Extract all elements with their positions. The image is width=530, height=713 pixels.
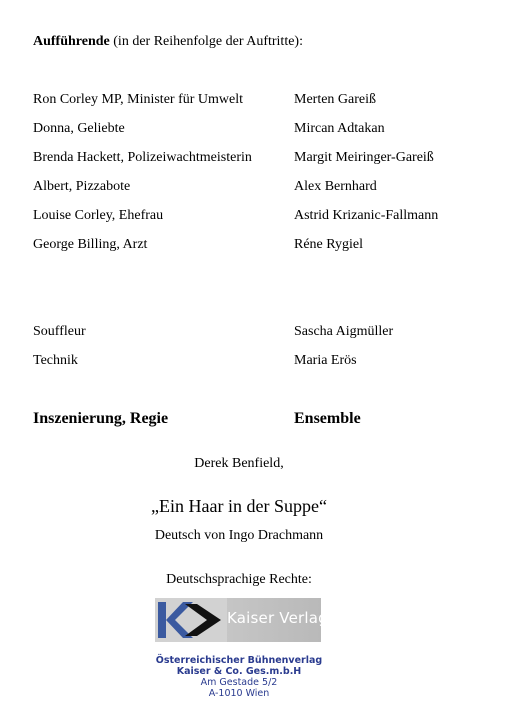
cast-actor: Mircan Adtakan: [294, 121, 385, 136]
cast-actor: Merten Gareiß: [294, 92, 377, 107]
cast-role: Albert, Pizzabote: [33, 179, 131, 194]
publisher-name: Österreichischer Bühnenverlag: [155, 655, 323, 666]
direction-label: Inszenierung, Regie: [33, 410, 169, 427]
cast-actor: Astrid Krizanic-Fallmann: [294, 208, 439, 223]
translation-credit: Deutsch von Ingo Drachmann: [154, 528, 324, 543]
cast-role: George Billing, Arzt: [33, 237, 148, 252]
crew-name: Maria Erös: [294, 353, 357, 368]
kaiser-verlag-logo: [155, 598, 328, 642]
cast-actor: Réne Rygiel: [294, 237, 364, 252]
cast-heading: [33, 34, 303, 50]
rights-label: Deutschsprachige Rechte:: [166, 572, 312, 587]
publisher-city: A-1010 Wien: [208, 688, 270, 699]
publisher-company: Kaiser & Co. Ges.m.b.H: [176, 666, 302, 677]
cast-actor: Margit Meiringer-Gareiß: [294, 150, 434, 165]
cast-heading-bold: Aufführende: [33, 34, 110, 49]
cast-role: Ron Corley MP, Minister für Umwelt: [33, 92, 243, 107]
kaiser-logo-mark-icon: [155, 598, 227, 642]
publisher-street: Am Gestade 5/2: [200, 677, 278, 688]
cast-heading-rest: (in der Reihenfolge der Auftritte):: [109, 34, 303, 49]
crew-role: Technik: [33, 353, 78, 368]
crew-role: Souffleur: [33, 324, 86, 339]
cast-actor: Alex Bernhard: [294, 179, 377, 194]
logo-text: Kaiser Verlag: [227, 609, 328, 627]
author: Derek Benfield,: [194, 456, 284, 471]
play-title: „Ein Haar in der Suppe“: [151, 496, 327, 516]
cast-role: Louise Corley, Ehefrau: [33, 208, 164, 223]
cast-role: Brenda Hackett, Polizeiwachtmeisterin: [33, 150, 252, 165]
ensemble-label: Ensemble: [294, 410, 361, 427]
crew-name: Sascha Aigmüller: [294, 324, 394, 339]
cast-role: Donna, Geliebte: [33, 121, 125, 136]
